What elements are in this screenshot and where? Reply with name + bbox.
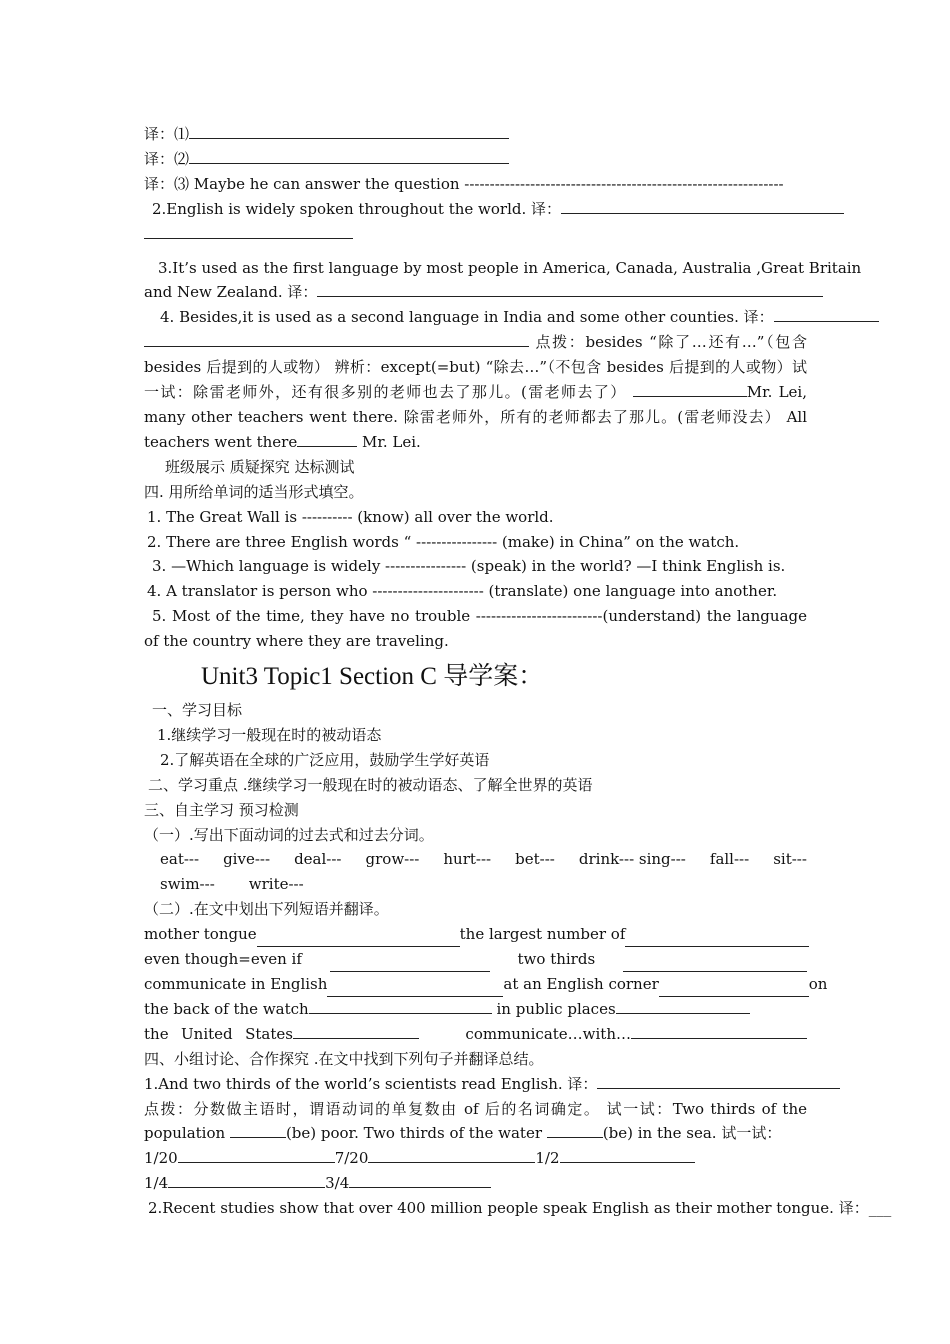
- goals-heading: 一、学习目标: [152, 701, 243, 720]
- page-title: Unit3 Topic1 Section C 导学案：: [201, 663, 544, 691]
- verb-item: write---: [248, 875, 304, 894]
- verb-item: drink--- sing---: [578, 850, 686, 869]
- answer-blank[interactable]: [631, 1023, 807, 1039]
- answer-blank[interactable]: [309, 998, 492, 1014]
- phrase-row: communicate in English at an English corner on: [144, 972, 807, 997]
- answer-blank[interactable]: [623, 956, 807, 972]
- verb-item: eat---: [160, 850, 200, 869]
- sentence-3-line-1: 3.It’s used as the first language by most people in America, Canada, Australia ,Great Britain: [158, 258, 862, 277]
- verb-item: hurt---: [443, 850, 492, 869]
- discussion-sentence-2: 2.Recent studies show that over 400 million people speak English as their mother tongue. 译：___: [148, 1199, 892, 1218]
- sentence-3-line-2: and New Zealand. 译：: [144, 280, 807, 305]
- sentence-2: 2.English is widely spoken throughout the world. 译：: [144, 197, 807, 222]
- self-study-heading: 三、自主学习 预习检测: [144, 800, 299, 819]
- goal-item: 1.继续学习一般现在时的被动语态: [157, 725, 382, 744]
- verb-item: give---: [223, 850, 271, 869]
- exercise-item: 3. —Which language is widely ---------------- (speak) in the world? —I think English is.: [152, 557, 786, 576]
- answer-blank[interactable]: [659, 981, 809, 997]
- answer-blank[interactable]: [330, 956, 490, 972]
- answer-blank[interactable]: [178, 1147, 335, 1163]
- answer-blank[interactable]: [547, 1122, 603, 1138]
- fraction-row: 1/20 7/20 1/2: [144, 1146, 807, 1171]
- answer-blank[interactable]: [616, 998, 750, 1014]
- answer-blank[interactable]: [144, 331, 529, 347]
- key-points-heading: 二、学习重点 .继续学习一般现在时的被动语态、了解全世界的英语: [148, 775, 593, 794]
- document-page: [144, 122, 892, 1221]
- answer-blank[interactable]: [597, 1073, 840, 1089]
- phrase-row: even though=even if two thirds: [144, 947, 807, 972]
- sentence-4: 4. Besides,it is used as a second language in India and some other counties. 译：: [144, 305, 807, 330]
- verb-item: grow---: [365, 850, 420, 869]
- verb-item: sit---: [773, 850, 807, 869]
- answer-blank[interactable]: [168, 1172, 325, 1188]
- answer-blank[interactable]: [230, 1122, 286, 1138]
- phrases-instruction: （二）.在文中划出下列短语并翻译。: [144, 900, 389, 919]
- fraction-row: 1/4 3/4: [144, 1171, 807, 1196]
- answer-blank[interactable]: [368, 1147, 535, 1163]
- answer-blank[interactable]: [349, 1172, 491, 1188]
- answer-blank[interactable]: [189, 148, 509, 164]
- translation-line-3: 译：⑶ Maybe he can answer the question ---------------------------------------------------------------: [144, 174, 784, 193]
- exercise-4-heading: 四. 用所给单词的适当形式填空。: [144, 482, 364, 501]
- goal-item: 2.了解英语在全球的广泛应用，鼓励学生学好英语: [160, 750, 490, 769]
- verb-list: [144, 872, 807, 897]
- answer-blank[interactable]: [625, 931, 809, 947]
- discussion-sentence-1: 1.And two thirds of the world’s scientists read English. 译：: [144, 1072, 807, 1097]
- answer-blank[interactable]: [327, 981, 503, 997]
- answer-blank[interactable]: [774, 306, 879, 322]
- verb-list: [144, 847, 807, 872]
- exercise-item: 4. A translator is person who ---------------------- (translate) one language into another.: [147, 582, 778, 601]
- sentence-4-note: 点拨：besides “除了…还有…”（包含 besides 后提到的人或物） 辨析：except(=but) “除去…”（不包含 besides 后提到的人或物）试一试：除雷老师外，还有很多别的老师也去了那儿。(雷老师去了） Mr. Lei, many other teachers went there. 除雷老师外，所有的老师都去了那儿。(雷老师没去） All teachers went there Mr. Lei.: [144, 333, 807, 451]
- answer-blank[interactable]: [144, 223, 353, 239]
- answer-blank[interactable]: [297, 431, 357, 447]
- verb-item: fall---: [709, 850, 750, 869]
- verb-item: swim---: [160, 875, 215, 894]
- translation-line-2: 译：⑵: [144, 147, 807, 172]
- phrase-row: the back of the watch in public places: [144, 997, 807, 1022]
- verb-item: deal---: [294, 850, 342, 869]
- answer-blank[interactable]: [317, 281, 823, 297]
- answer-blank[interactable]: [257, 931, 460, 947]
- fraction-note: 点拨：分数做主语时，谓语动词的单复数由 of 后的名词确定。 试一试：Two thirds of the population (be) poor. Two thirds of the water (be) in the sea. 试一试：: [144, 1099, 807, 1143]
- exercise-item: 2. There are three English words “ ---------------- (make) in China” on the watch.: [147, 532, 740, 551]
- class-show-heading: 班级展示 质疑探究 达标测试: [165, 457, 355, 476]
- translation-line-1: 译：⑴: [144, 122, 807, 147]
- exercise-item: 5. Most of the time, they have no trouble -------------------------(understand) the language of the country where they are traveling.: [144, 607, 807, 651]
- answer-blank[interactable]: [293, 1023, 419, 1039]
- verbs-instruction: （一）.写出下面动词的过去式和过去分词。: [144, 825, 434, 844]
- answer-blank[interactable]: [561, 198, 844, 214]
- answer-blank[interactable]: [189, 123, 509, 139]
- verb-item: bet---: [515, 850, 555, 869]
- phrase-row: mother tongue the largest number of: [144, 922, 807, 947]
- answer-blank[interactable]: [560, 1147, 695, 1163]
- answer-blank[interactable]: [633, 381, 747, 397]
- phrase-row: the United States communicate…with… 四、小组讨论、合作探究 .在文中找到下列句子并翻译总结。: [144, 1022, 807, 1072]
- sentence-2-continuation: [144, 222, 807, 247]
- exercise-item: 1. The Great Wall is ---------- (know) all over the world.: [147, 507, 554, 526]
